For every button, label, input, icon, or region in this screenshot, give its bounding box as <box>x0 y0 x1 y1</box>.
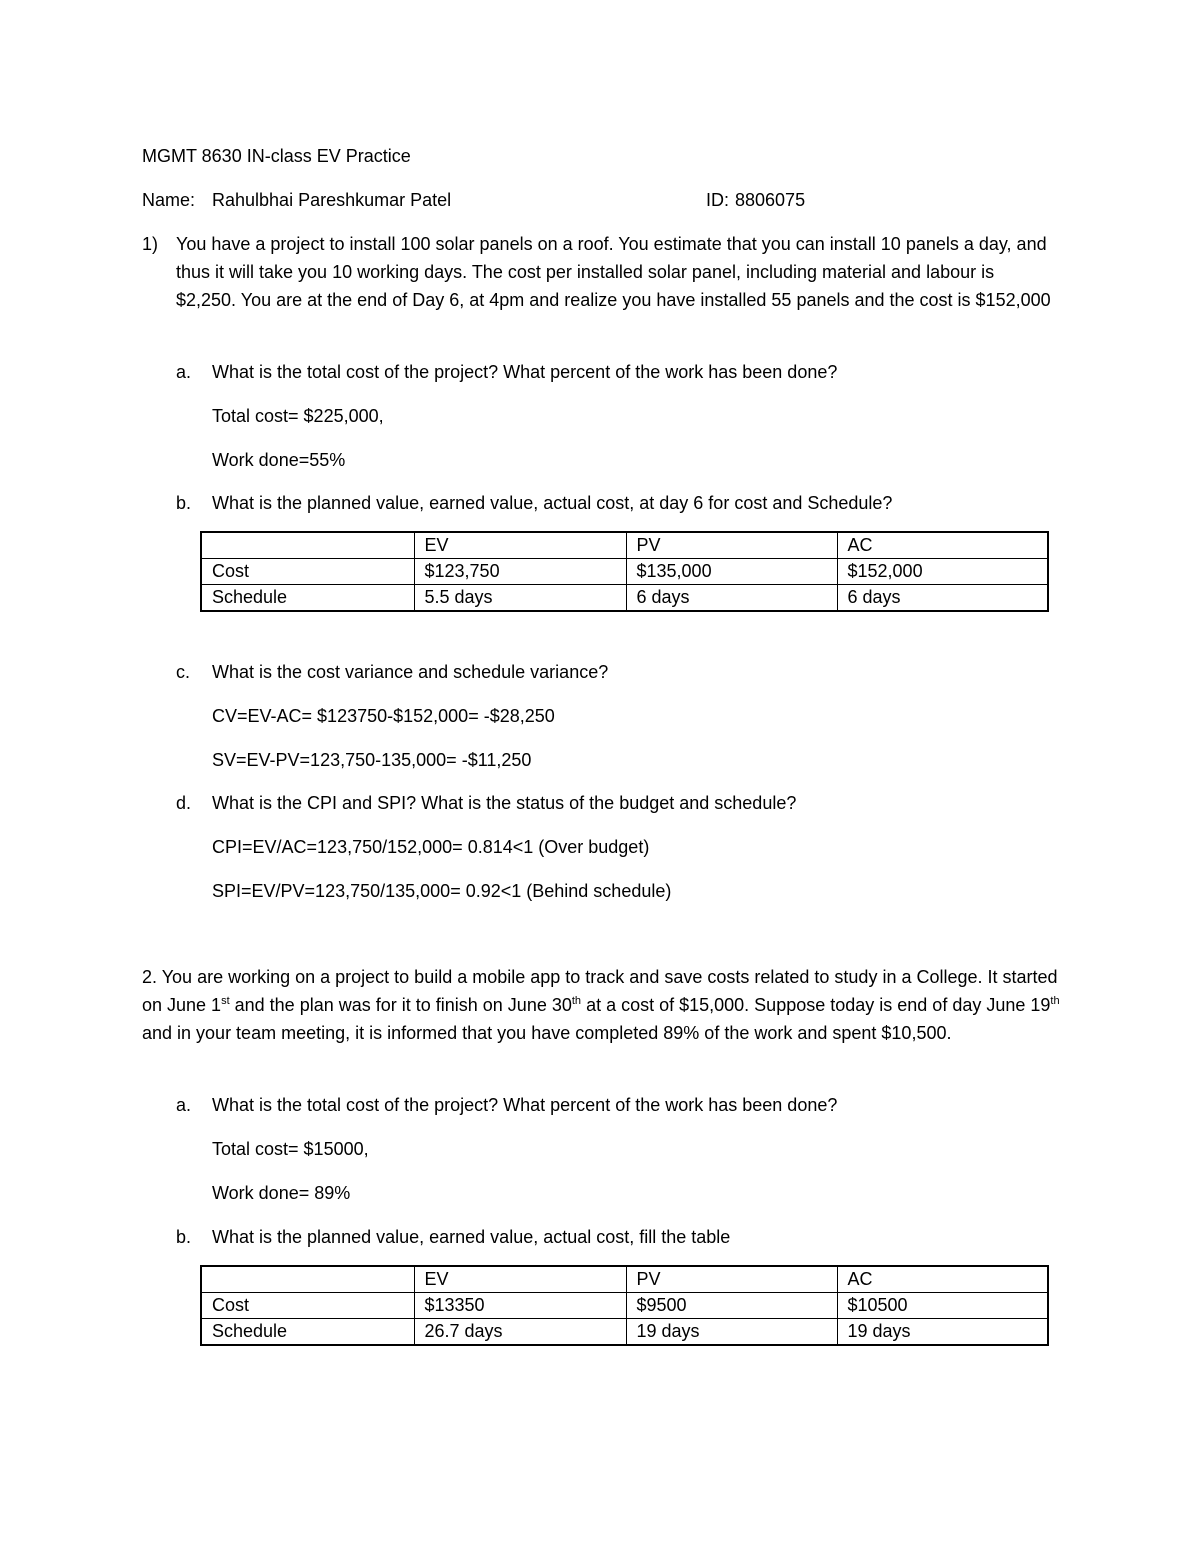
q2a-question: What is the total cost of the project? What percent of the work has been done? <box>212 1095 838 1115</box>
q1d-answer-spi: SPI=EV/PV=123,750/135,000= 0.92<1 (Behind schedule) <box>212 881 672 901</box>
table-header-cell: EV <box>414 532 626 559</box>
q1d-marker: d. <box>176 793 192 813</box>
q1c-answer-sv: SV=EV-PV=123,750-135,000= -$11,250 <box>212 750 532 770</box>
table-cell: $13350 <box>414 1293 626 1319</box>
q1a-question: What is the total cost of the project? What percent of the work has been done? <box>212 362 838 382</box>
table-cell: 6 days <box>626 585 837 612</box>
name-label: Name: <box>142 190 196 210</box>
table-cell: 19 days <box>837 1319 1048 1346</box>
table-cell: $123,750 <box>414 559 626 585</box>
superscript-st: st <box>221 995 230 1007</box>
q1-text: You have a project to install 100 solar panels on a roof. You estimate that you can install 10 panels a day, and thus it will take you 10 working days. The cost per installed solar panel, including material and labour is $2,250. You are at the end of Day 6, at 4pm and realize you have installed 55 panels and the cost is $152,000 <box>176 234 1051 310</box>
q2a-answer-total-cost: Total cost= $15000, <box>212 1139 369 1159</box>
q1c-marker: c. <box>176 662 191 682</box>
q1-ev-table <box>200 531 1049 612</box>
table-cell: 5.5 days <box>414 585 626 612</box>
q1-number: 1) <box>142 234 159 254</box>
page-title: MGMT 8630 IN-class EV Practice <box>142 146 411 166</box>
table-row <box>201 559 1048 585</box>
table-cell: $9500 <box>626 1293 837 1319</box>
table-row <box>201 585 1048 612</box>
table-cell: $135,000 <box>626 559 837 585</box>
table-cell: 6 days <box>837 585 1048 612</box>
q1d-answer-cpi: CPI=EV/AC=123,750/152,000= 0.814<1 (Over budget) <box>212 837 650 857</box>
q1b-marker: b. <box>176 493 192 513</box>
q1c-answer-cv: CV=EV-AC= $123750-$152,000= -$28,250 <box>212 706 555 726</box>
q2b-marker: b. <box>176 1227 192 1247</box>
q2a-answer-work-done: Work done= 89% <box>212 1183 351 1203</box>
table-cell: Cost <box>201 559 414 585</box>
table-row <box>201 1319 1048 1346</box>
q1b-question: What is the planned value, earned value, actual cost, at day 6 for cost and Schedule? <box>212 493 893 513</box>
id-value: 8806075 <box>735 190 806 210</box>
table-cell: $10500 <box>837 1293 1048 1319</box>
table-cell: Schedule <box>201 1319 414 1346</box>
table-cell: Cost <box>201 1293 414 1319</box>
q2a-marker: a. <box>176 1095 192 1115</box>
q2-ev-table <box>200 1265 1049 1346</box>
table-header-row <box>201 1266 1048 1293</box>
table-row <box>201 1293 1048 1319</box>
name-value: Rahulbhai Pareshkumar Patel <box>212 190 452 210</box>
table-header-cell: EV <box>414 1266 626 1293</box>
q1a-marker: a. <box>176 362 192 382</box>
table-header-cell <box>201 532 414 559</box>
table-header-cell: AC <box>837 1266 1048 1293</box>
q2-text: 2. You are working on a project to build a mobile app to track and save costs related to study in a College. It started on June 1st and the plan was for it to finish on June 30th at a cost of $15,000. Suppose today is end of day June 19th and in your team meeting, it is informed that you have completed 89% of the work and spent $10,500. <box>142 967 1060 1043</box>
table-header-cell: AC <box>837 532 1048 559</box>
q2b-question: What is the planned value, earned value, actual cost, fill the table <box>212 1227 731 1247</box>
table-header-cell: PV <box>626 532 837 559</box>
table-cell: 26.7 days <box>414 1319 626 1346</box>
superscript-th: th <box>571 995 582 1007</box>
table-header-cell <box>201 1266 414 1293</box>
table-header-row <box>201 532 1048 559</box>
table-cell: $152,000 <box>837 559 1048 585</box>
q1a-answer-total-cost: Total cost= $225,000, <box>212 406 384 426</box>
q1c-question: What is the cost variance and schedule variance? <box>212 662 609 682</box>
q1a-answer-work-done: Work done=55% <box>212 450 346 470</box>
table-header-cell: PV <box>626 1266 837 1293</box>
id-label: ID: <box>706 190 730 210</box>
superscript-th: th <box>1050 995 1060 1007</box>
q1d-question: What is the CPI and SPI? What is the status of the budget and schedule? <box>212 793 797 813</box>
table-cell: 19 days <box>626 1319 837 1346</box>
table-cell: Schedule <box>201 585 414 612</box>
